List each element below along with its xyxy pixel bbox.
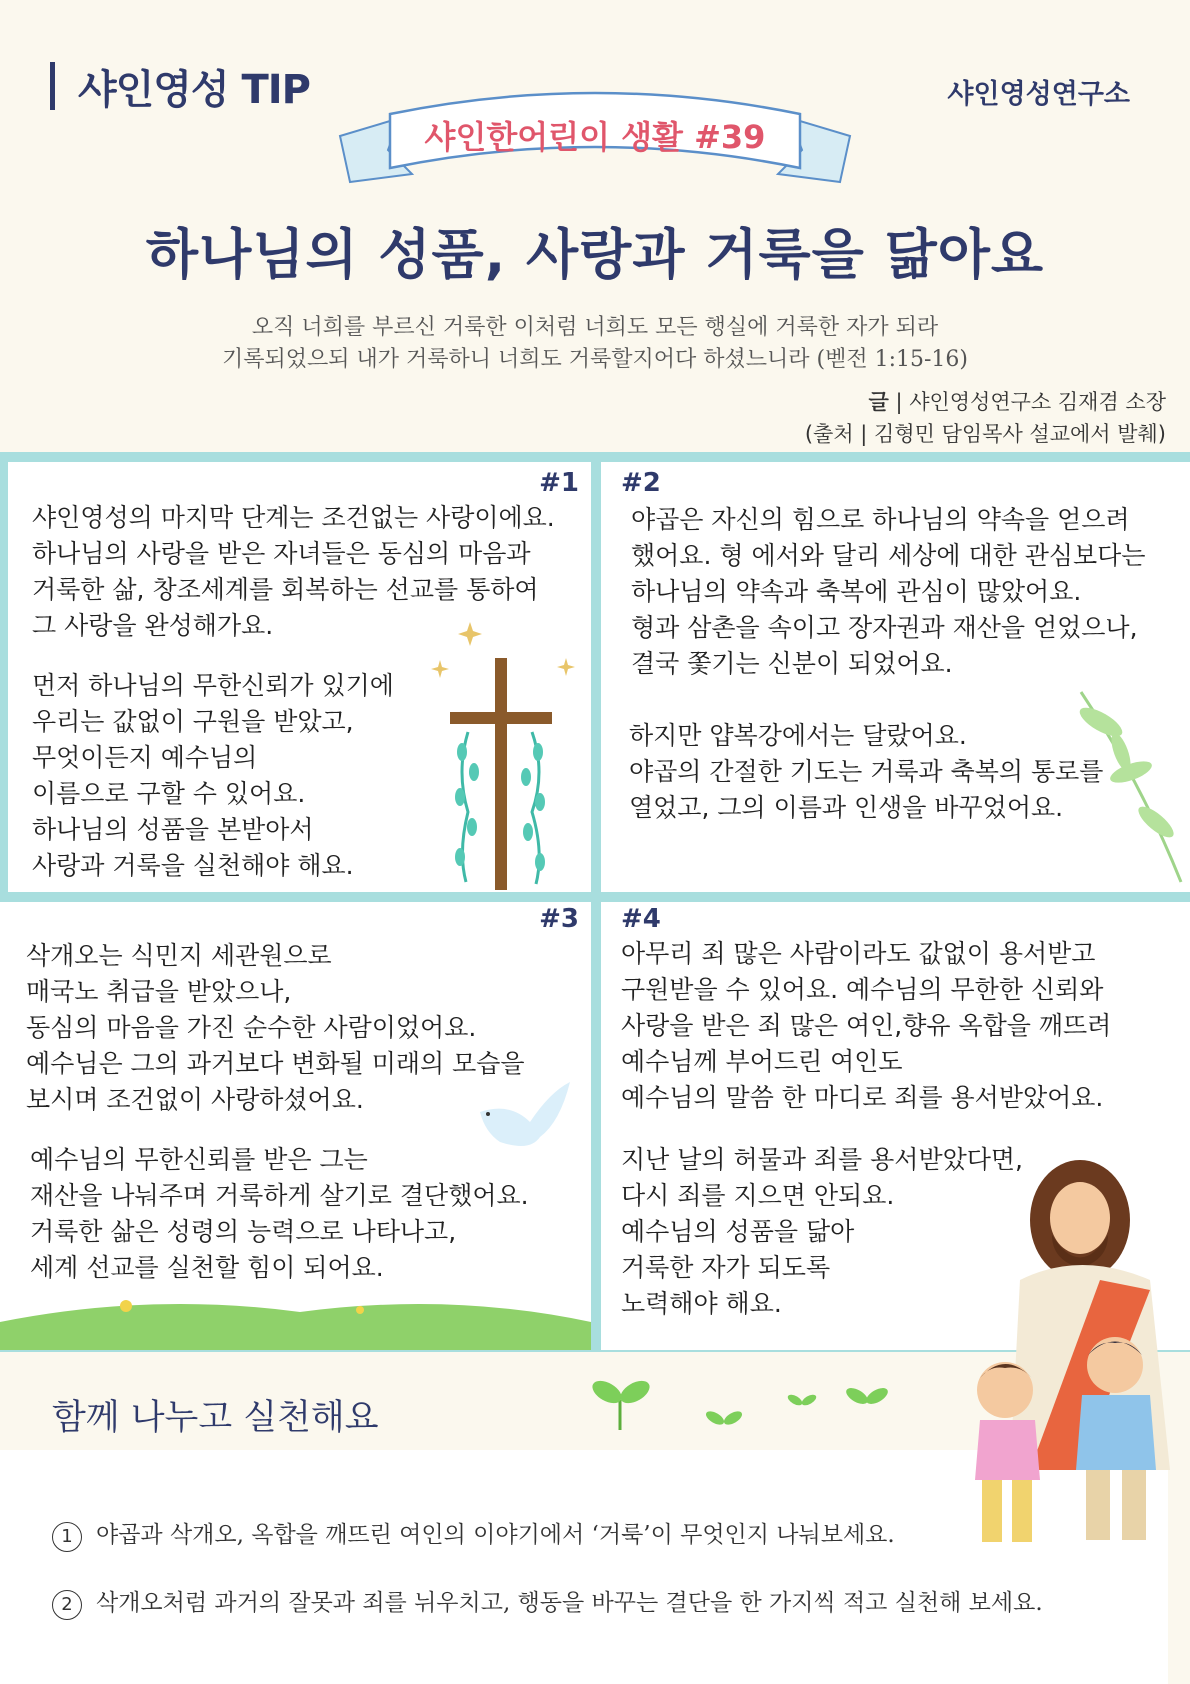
text-line: 형과 삼촌을 속이고 장자권과 재산을 얻었으나,	[631, 613, 1138, 642]
text-line: 다시 죄를 지으면 안되요.	[621, 1181, 895, 1210]
text-line: 샤인영성의 마지막 단계는 조건없는 사랑이에요.	[32, 503, 555, 532]
sprouts-illustration	[585, 1370, 895, 1450]
text-line: 아무리 죄 많은 사람이라도 값없이 용서받고	[621, 939, 1096, 968]
text-line: 예수님의 말씀 한 마디로 죄를 용서받았어요.	[621, 1083, 1104, 1112]
text-line: 재산을 나눠주며 거룩하게 살기로 결단했어요.	[30, 1181, 529, 1210]
text-line: 보시며 조건없이 사랑하셨어요.	[26, 1085, 364, 1114]
text-line: 야곱은 자신의 힘으로 하나님의 약속을 얻으려	[631, 505, 1130, 534]
question-text: 야곱과 삭개오, 옥합을 깨뜨린 여인의 이야기에서 ‘거룩’이 무엇인지 나눠보세요.	[96, 1522, 895, 1548]
text-line: 사랑을 받은 죄 많은 여인,향유 옥합을 깨뜨려	[621, 1011, 1112, 1040]
question-1	[52, 1516, 895, 1552]
text-line: 예수님께 부어드린 여인도	[621, 1047, 903, 1076]
text-line: 하나님의 사랑을 받은 자녀들은 동심의 마음과	[32, 539, 531, 568]
text-line: 거룩한 삶, 창조세계를 회복하는 선교를 통하여	[32, 575, 539, 604]
leaf-branch-illustration	[1061, 682, 1189, 892]
text-line: 매국노 취급을 받았으나,	[26, 977, 292, 1006]
text-line: 먼저 하나님의 무한신뢰가 있기에	[32, 671, 394, 700]
text-line: 세계 선교를 실천할 힘이 되어요.	[30, 1253, 384, 1282]
verse-line-2: 기록되었으되 내가 거룩하니 너희도 거룩할지어다 하셨느니라 (벧전 1:15-16)	[221, 347, 968, 372]
text-line: 열었고, 그의 이름과 인생을 바꾸었어요.	[629, 793, 1064, 822]
text-line: 거룩한 삶은 성령의 능력으로 나타나고,	[30, 1217, 457, 1246]
panel-number: #3	[539, 904, 579, 934]
ribbon-label: 샤인한어린이 생활 #39	[424, 118, 766, 156]
text-line: 하나님의 약속과 축복에 관심이 많았어요.	[631, 577, 1082, 606]
text-line: 구원받을 수 있어요. 예수님의 무한한 신뢰와	[621, 975, 1104, 1004]
text-line: 예수님의 성품을 닮아	[621, 1217, 855, 1246]
jesus-children-illustration	[960, 1140, 1190, 1560]
brand-title: 샤인영성 TIP	[78, 67, 310, 113]
text-line: 했어요. 형 에서와 달리 세상에 대한 관심보다는	[631, 541, 1146, 570]
text-line: 하지만 얍복강에서는 달랐어요.	[629, 721, 967, 750]
text-line: 지난 날의 허물과 죄를 용서받았다면,	[621, 1145, 1023, 1174]
cross-illustration	[428, 622, 578, 892]
text-line: 예수님의 무한신뢰를 받은 그는	[30, 1145, 368, 1174]
text-line: 사랑과 거룩을 실천해야 해요.	[32, 851, 354, 880]
panel-2-para-1	[631, 502, 1145, 682]
text-line: 이름으로 구할 수 있어요.	[32, 779, 306, 808]
panel-number: #4	[621, 904, 661, 934]
panel-4-para-1	[621, 936, 1111, 1116]
text-line: 동심의 마음을 가진 순수한 사람이었어요.	[26, 1013, 477, 1042]
organization-name: 샤인영성연구소	[947, 79, 1130, 110]
dove-illustration	[470, 1082, 580, 1162]
text-line: 우리는 값없이 구원을 받았고,	[32, 707, 354, 736]
panel-1	[8, 462, 591, 892]
text-line: 거룩한 자가 되도록	[621, 1253, 831, 1282]
credit-author	[868, 386, 1166, 416]
credit-author-name: | 샤인영성연구소 김재겸 소장	[895, 390, 1166, 414]
header-accent-bar	[50, 62, 55, 110]
panel-2-para-2	[629, 718, 1103, 826]
question-2	[52, 1584, 1043, 1620]
text-line: 야곱의 간절한 기도는 거룩과 축복의 통로를	[629, 757, 1104, 786]
text-line: 그 사랑을 완성해가요.	[32, 611, 274, 640]
panel-1-para-2	[32, 668, 394, 884]
text-line: 노력해야 해요.	[621, 1289, 782, 1318]
ribbon-banner	[330, 78, 860, 208]
panel-number: #1	[539, 468, 579, 498]
grass-hill-illustration	[0, 1282, 591, 1350]
question-number: 2	[52, 1590, 82, 1620]
page-title: 하나님의 성품, 사랑과 거룩을 닮아요	[145, 223, 1045, 286]
credit-label: 글	[868, 390, 889, 414]
text-line: 무엇이든지 예수님의	[32, 743, 258, 772]
text-line: 예수님은 그의 과거보다 변화될 미래의 모습을	[26, 1049, 525, 1078]
panel-3	[0, 902, 591, 1350]
question-text: 삭개오처럼 과거의 잘못과 죄를 뉘우치고, 행동을 바꾸는 결단을 한 가지씩 적고 실천해 보세요.	[96, 1590, 1043, 1616]
question-number: 1	[52, 1522, 82, 1552]
text-line: 하나님의 성품을 본받아서	[32, 815, 314, 844]
panel-2	[601, 462, 1190, 892]
credit-source: (출처 | 김형민 담임목사 설교에서 발췌)	[804, 422, 1166, 446]
text-line: 결국 쫓기는 신분이 되었어요.	[631, 649, 953, 678]
verse-line-1: 오직 너희를 부르신 거룩한 이처럼 너희도 모든 행실에 거룩한 자가 되라	[251, 315, 939, 340]
panel-3-para-2	[30, 1142, 529, 1286]
share-section-title: 함께 나누고 실천해요	[52, 1398, 379, 1438]
text-line: 삭개오는 식민지 세관원으로	[26, 941, 332, 970]
panel-number: #2	[621, 468, 661, 498]
panel-3-para-1	[26, 938, 525, 1118]
